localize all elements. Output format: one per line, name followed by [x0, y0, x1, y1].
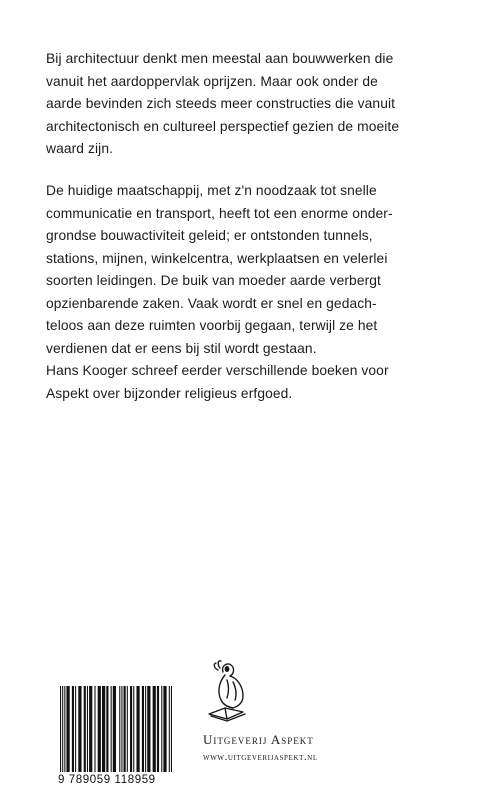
barcode-bar: [157, 686, 159, 772]
barcode-bar: [124, 686, 126, 772]
barcode-bar: [106, 686, 108, 772]
barcode-bar: [127, 686, 128, 772]
barcode-bar: [163, 686, 166, 772]
barcode-bar: [75, 686, 76, 772]
barcode-bar: [147, 686, 150, 772]
barcode-bar: [78, 686, 81, 772]
blurb-line: waard zijn.: [46, 141, 114, 156]
blurb-line: Hans Kooger schreef eerder verschillende boeken voor: [46, 363, 389, 378]
barcode-bar: [89, 686, 92, 772]
barcode-bar: [102, 686, 105, 772]
barcode-bar: [72, 686, 74, 772]
barcode-bar: [145, 686, 146, 772]
barcode-bar: [60, 686, 61, 772]
barcode-bar: [171, 686, 172, 772]
barcode-bar: [98, 686, 101, 772]
blurb-line: verdienen dat er eens bij stil wordt gestaan.: [46, 340, 317, 356]
blurb-line: opzienbarende zaken. Vaak wordt er snel en gedach-: [46, 295, 377, 311]
blurb-line: stations, mijnen, winkelcentra, werkplaatsen en velerlei: [46, 250, 388, 266]
blurb-line: Bij architectuur denkt men meestal aan bouwwerken die: [46, 51, 394, 66]
blurb-line: Aspekt over bijzonder religieus erfgoed.: [46, 385, 293, 401]
publisher-url: www.uitgeverijaspekt.nl: [203, 752, 318, 763]
barcode-bar: [136, 686, 139, 772]
isbn-number: 9 789059 118959: [58, 774, 156, 786]
barcode-bar: [66, 686, 69, 772]
blurb-line: grondse bouwactiviteit geleid; er ontstonden tunnels,: [46, 228, 373, 243]
isbn-barcode: [58, 686, 174, 774]
blurb-line: soorten leidingen. De buik van moeder aarde verbergt: [46, 273, 381, 288]
barcode-bar: [111, 686, 112, 772]
barcode-bars: [58, 686, 174, 774]
barcode-bar: [62, 686, 63, 772]
blurb-line: architectonisch en cultureel perspectief gezien de moeite: [46, 118, 400, 134]
barcode-bar: [142, 686, 144, 772]
barcode-bar: [130, 686, 132, 772]
barcode-bar: [64, 686, 65, 772]
author-bio: [46, 360, 456, 405]
barcode-bar: [113, 686, 116, 772]
blurb-line: aarde bevinden zich steeds meer constructies die vanuit: [46, 96, 396, 111]
blurb-line: teloos aan deze ruimten voorbij gegaan, terwijl ze het: [46, 318, 378, 333]
blurb-line: communicatie en transport, heeft tot een enorme onder-: [46, 205, 393, 221]
barcode-bar: [121, 686, 122, 772]
barcode-bar: [94, 686, 95, 772]
barcode-bar: [133, 686, 134, 772]
blurb-paragraph-2: [46, 180, 456, 360]
barcode-bar: [119, 686, 120, 772]
reading-monk-icon: [203, 658, 253, 726]
barcode-bar: [161, 686, 162, 772]
blurb-line: vanuit het aardoppervlak oprijzen. Maar ook onder de: [46, 73, 378, 89]
publisher-name: Uitgeverij Aspekt: [203, 732, 314, 747]
blurb-paragraph-1: [46, 48, 456, 161]
barcode-bar: [87, 686, 88, 772]
barcode-bar: [153, 686, 156, 772]
blurb-line: De huidige maatschappij, met z'n noodzaak tot snelle: [46, 183, 377, 198]
publisher-logo: [203, 658, 253, 726]
barcode-bar: [84, 686, 86, 772]
barcode-bar: [169, 686, 170, 772]
